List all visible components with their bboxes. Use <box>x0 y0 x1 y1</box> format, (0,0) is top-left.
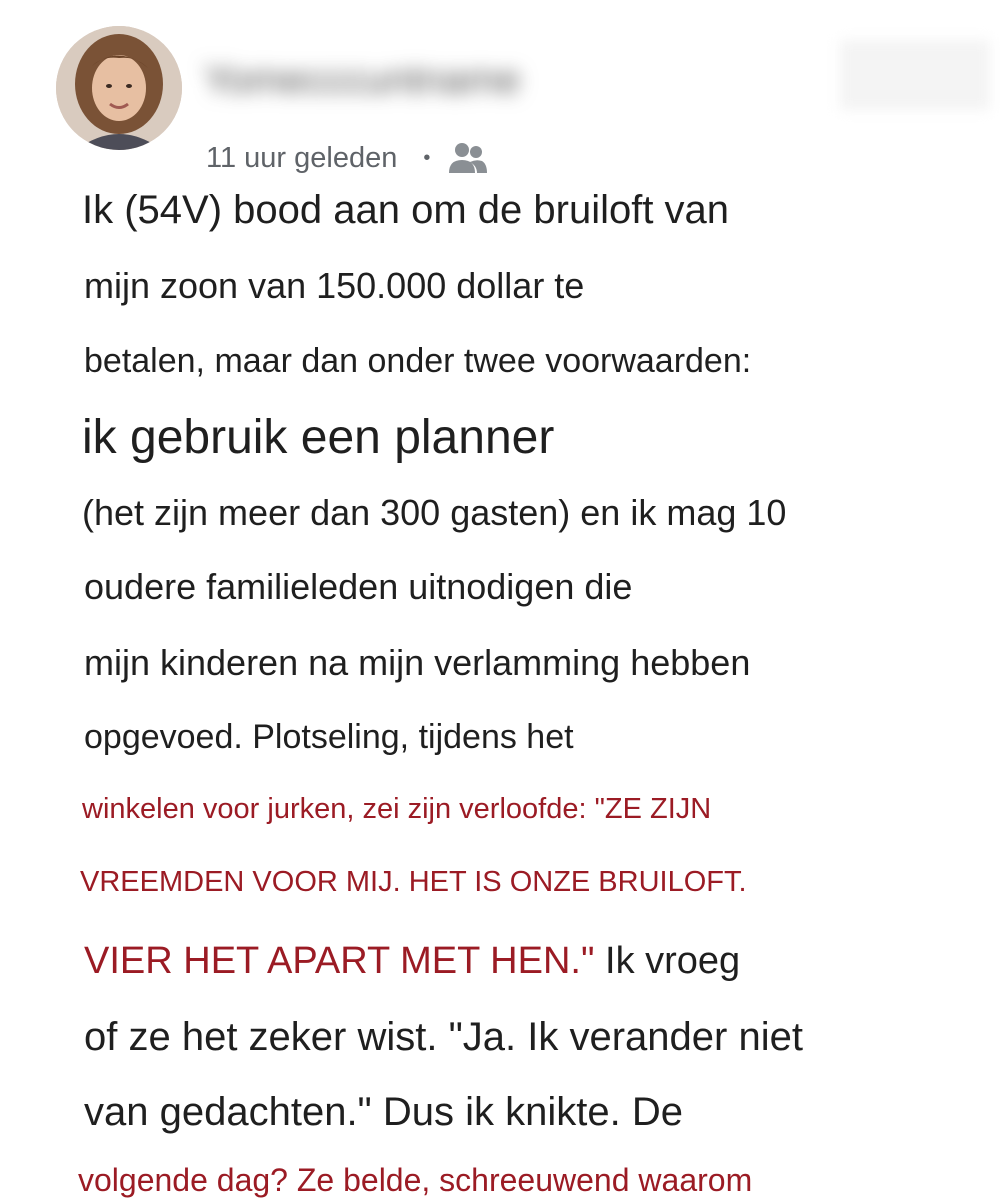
post-line: oudere familieleden uitnodigen die <box>84 566 633 607</box>
username[interactable]: Yomecccuntname <box>204 58 521 102</box>
avatar-photo-icon <box>56 26 182 150</box>
post-line-mixed <box>84 940 740 983</box>
post-line: Ik (54V) bood aan om de bruiloft van <box>82 188 730 232</box>
post-line: van gedachten." Dus ik knikte. De <box>84 1090 683 1134</box>
post-line-quote: VREEMDEN VOOR MIJ. HET IS ONZE BRUILOFT. <box>80 866 747 898</box>
timestamp[interactable]: 11 uur geleden <box>206 141 398 174</box>
post-line: (het zijn meer dan 300 gasten) en ik mag 10 <box>82 492 787 533</box>
quote-fragment: VIER HET APART MET HEN." <box>84 940 595 982</box>
avatar[interactable] <box>56 26 182 150</box>
post-line: mijn kinderen na mijn verlamming hebben <box>84 642 751 683</box>
post-line: of ze het zeker wist. "Ja. Ik verander niet <box>84 1015 803 1059</box>
post-line: mijn zoon van 150.000 dollar te <box>84 265 585 306</box>
post-line: opgevoed. Plotseling, tijdens het <box>84 718 574 756</box>
blurred-action-area <box>840 40 990 110</box>
meta-separator: • <box>423 146 431 169</box>
post-line: ik gebruik een planner <box>82 411 555 464</box>
post-meta <box>206 140 488 176</box>
post-line-quote: winkelen voor jurken, zei zijn verloofde: "ZE ZIJN <box>82 793 712 825</box>
people-icon <box>448 140 488 176</box>
text-fragment: Ik vroeg <box>594 940 741 982</box>
post-line: betalen, maar dan onder twee voorwaarden: <box>84 342 752 380</box>
post-line-quote: volgende dag? Ze belde, schreeuwend waarom <box>78 1162 753 1198</box>
